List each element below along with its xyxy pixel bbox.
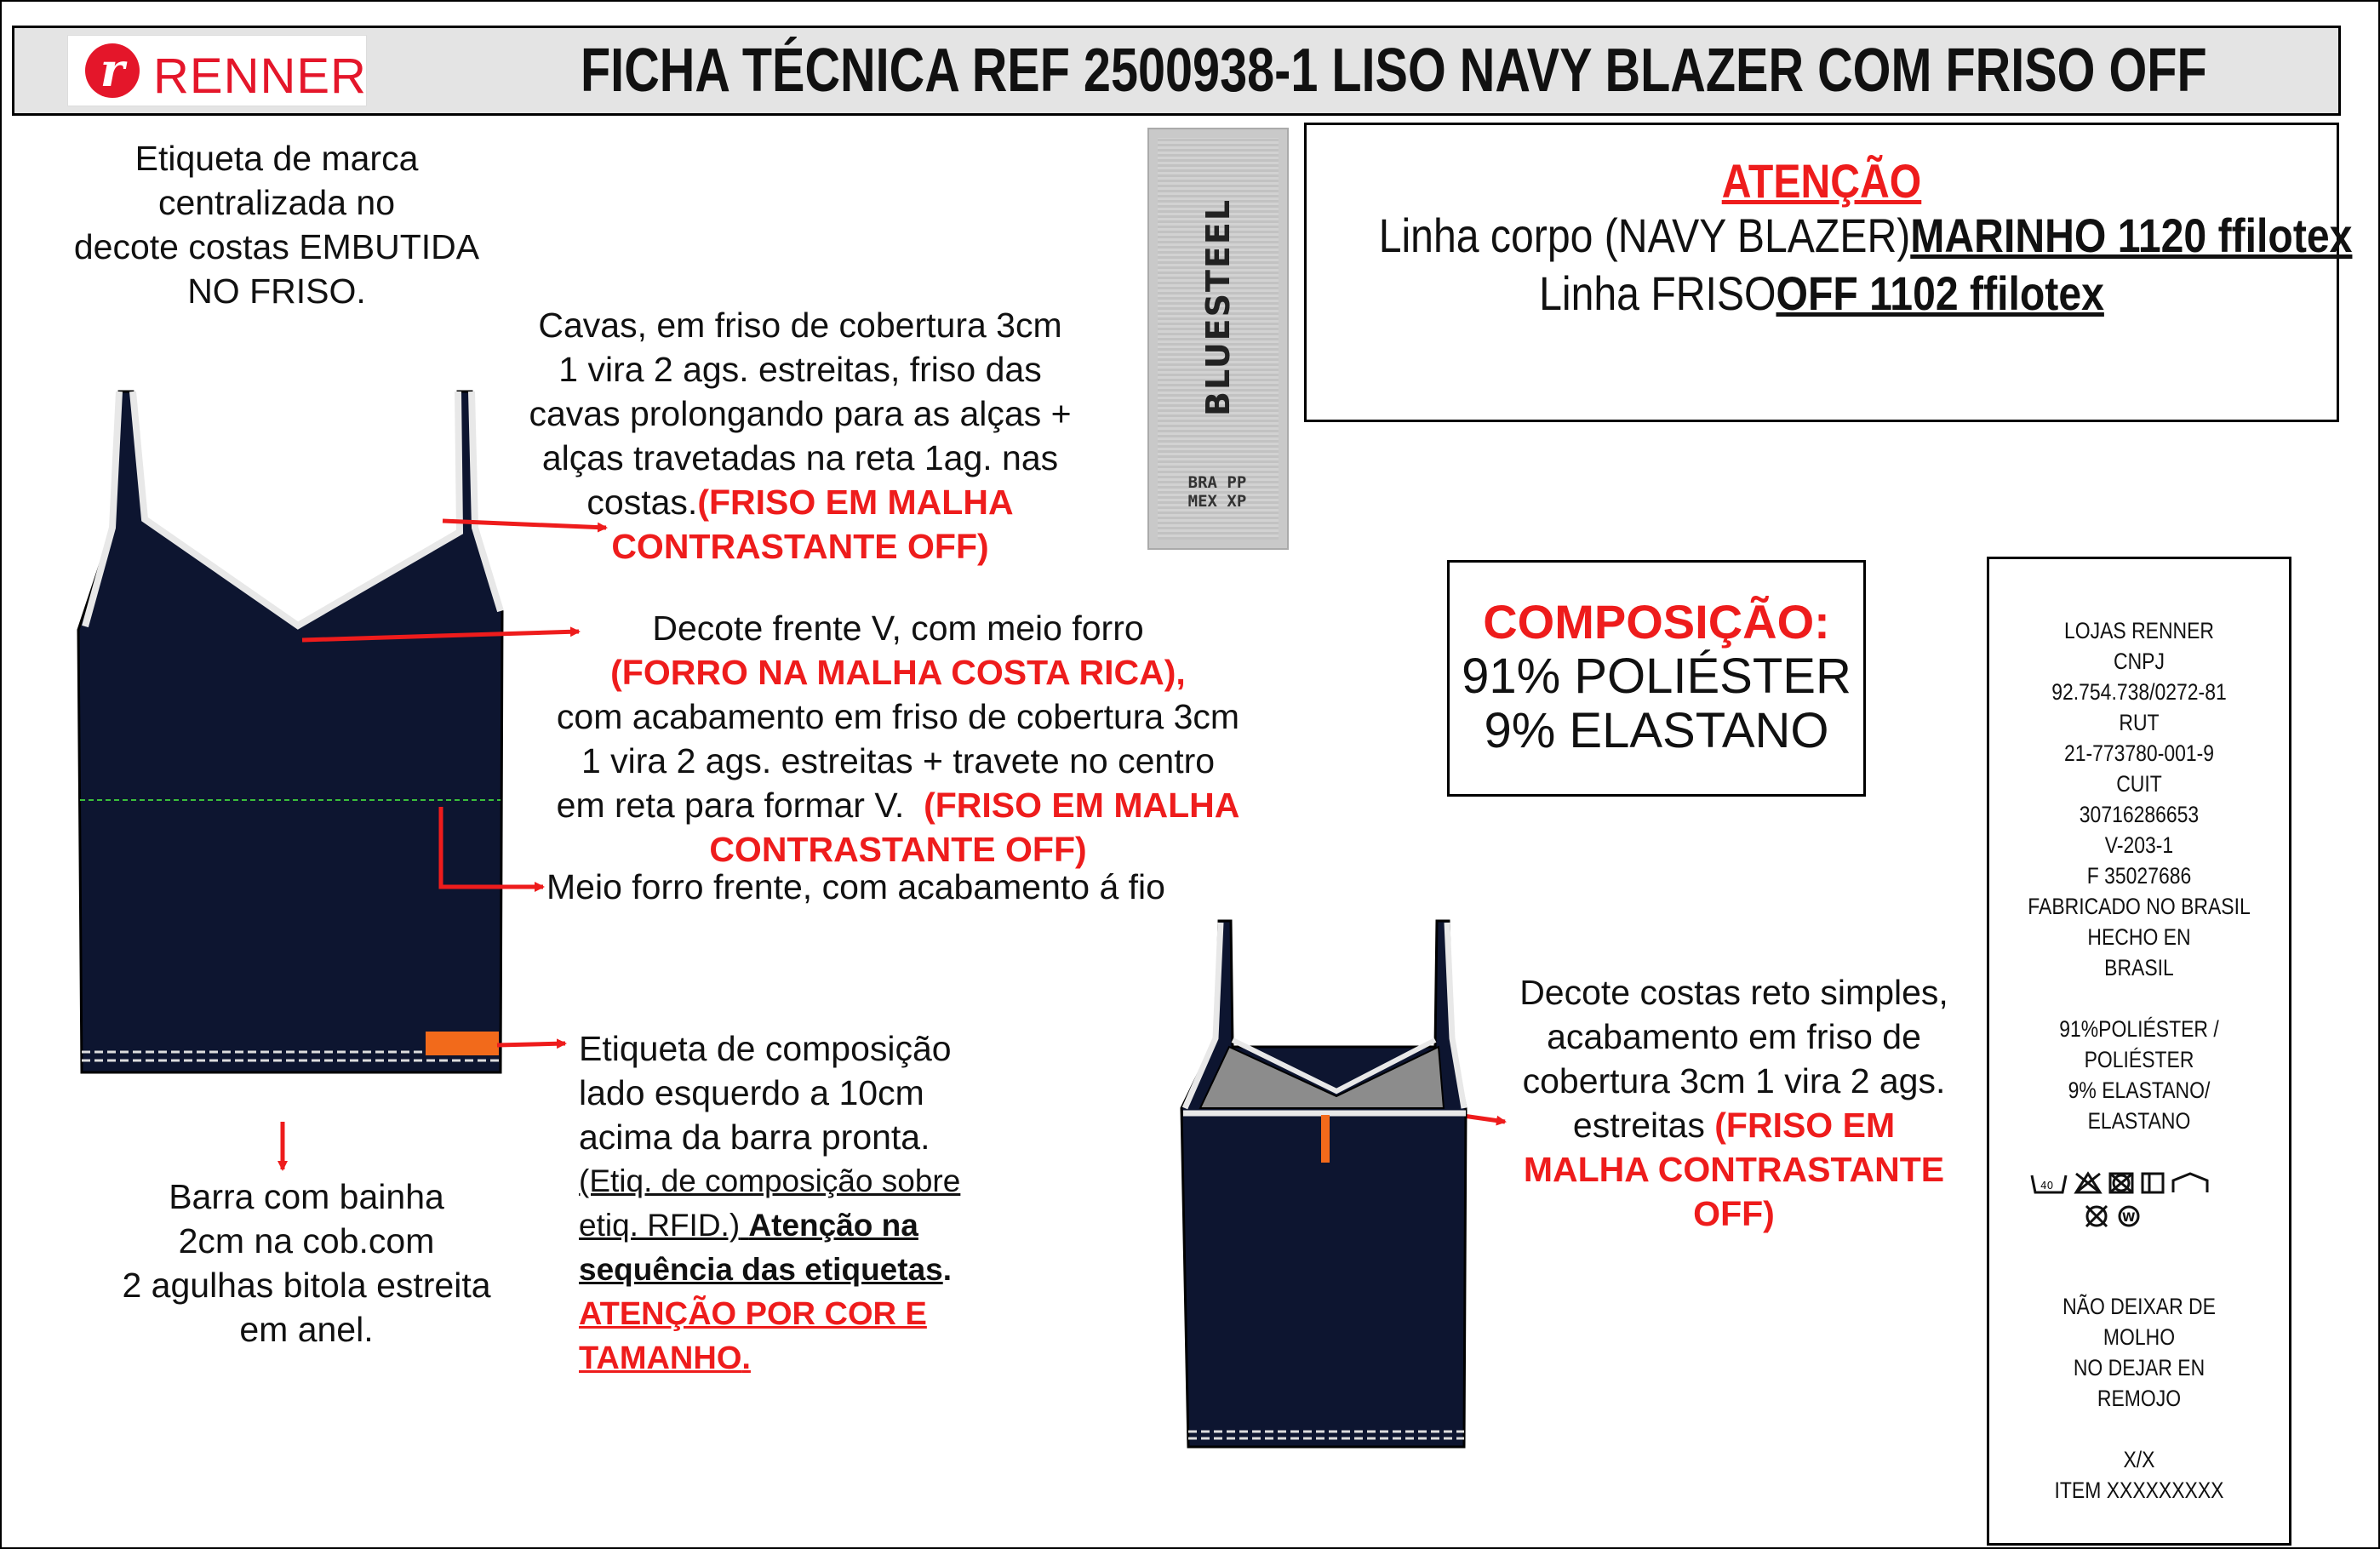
composition-box <box>1447 560 1866 797</box>
care-symbols <box>2028 1169 2250 1237</box>
care-label: LOJAS RENNER CNPJ 92.754.738/0272-81 RUT 21-773780-001-9 CUIT 30716286653 V-203-1 F 35027686 FABRICADO NO BRASIL HECHO EN BRASIL 91%POLIÉSTER / POLIÉSTER 9% ELASTANO/ ELASTANO 40 W NÃO DEIXAR DE MOLHO NO DEJAR EN REMOJO X/X ITEM XXXXXXXXX <box>1987 557 2291 1546</box>
thread-body-value: MARINHO 1120 ffilotex <box>1910 209 2353 262</box>
note-line: Etiqueta de marca <box>134 139 419 178</box>
note-lining: Meio forro frente, com acabamento á fio <box>546 867 1165 906</box>
thread-friso-value: OFF 1102 ffilotex <box>1776 266 2104 320</box>
thread-body-label: Linha corpo (NAVY BLAZER) <box>1378 209 1911 262</box>
brand-size-line: MEX XP <box>1187 492 1247 511</box>
note-line: decote costas EMBUTIDA <box>73 227 480 266</box>
note-line: alças travetadas na reta 1ag. nas <box>541 438 1059 477</box>
renner-logo-text: RENNER <box>153 49 367 104</box>
note-armholes: Cavas, em friso de cobertura 3cm 1 vira 2 ags. estreitas, friso das cavas prolongando para as alças + alças travetadas na reta 1ag. nas costas.(FRISO EM MALHA CONTRASTANTE OFF) <box>502 303 1098 569</box>
note-back-neckline: Decote costas reto simples, acabamento em friso de cobertura 3cm 1 vira 2 ags. estreitas (FRISO EM MALHA CONTRASTANTE OFF) <box>1519 973 1948 1233</box>
page-title: FICHA TÉCNICA REF 2500938-1 LISO NAVY BLAZER COM FRISO OFF <box>581 37 2207 105</box>
back-garment-drawing <box>1166 911 1490 1455</box>
size-text: X/X <box>2123 1447 2155 1472</box>
composition-heading: COMPOSIÇÃO: <box>1483 595 1830 649</box>
note-line: cavas prolongando para as alças + <box>529 394 1072 433</box>
brand-name: BLUESTEEL <box>1199 197 1237 416</box>
note-line: 1 vira 2 ags. estreitas, friso das <box>558 350 1042 389</box>
svg-text:W: W <box>2122 1211 2136 1225</box>
note-line: Cavas, em friso de cobertura 3cm <box>538 306 1062 345</box>
thread-friso-label: Linha FRISO <box>1539 266 1776 320</box>
svg-text:40: 40 <box>2040 1180 2054 1192</box>
note-line: NO FRISO. <box>187 272 366 311</box>
composition-line: 91% POLIÉSTER <box>1462 649 1851 704</box>
brand-size-line: BRA PP <box>1187 473 1247 492</box>
note-neckline: Decote frente V, com meio forro (FORRO NA MALHA COSTA RICA), com acabamento em friso de cobertura 3cm 1 vira 2 ags. estreitas + travete no centro em reta para formar V. (FRISO EM MALHA CONTRASTANTE OFF) <box>556 609 1240 869</box>
note-hem: Barra com bainha 2cm na cob.com 2 agulhas bitola estreita em anel. <box>122 1177 491 1349</box>
composition-line: 9% ELASTANO <box>1484 703 1829 758</box>
attention-heading: ATENÇÃO <box>1721 154 1922 208</box>
item-code: ITEM XXXXXXXXX <box>2054 1478 2224 1503</box>
note-line: centralizada no <box>157 183 396 222</box>
note-composition-label: Etiqueta de composição lado esquerdo a 10cm acima da barra pronta. (Etiq. de composição sobre etiq. RFID.) Atenção na sequência das etiquetas. ATENÇÃO POR COR E TAMANHO. <box>579 1029 961 1376</box>
renner-logo-mark: r <box>85 43 140 98</box>
